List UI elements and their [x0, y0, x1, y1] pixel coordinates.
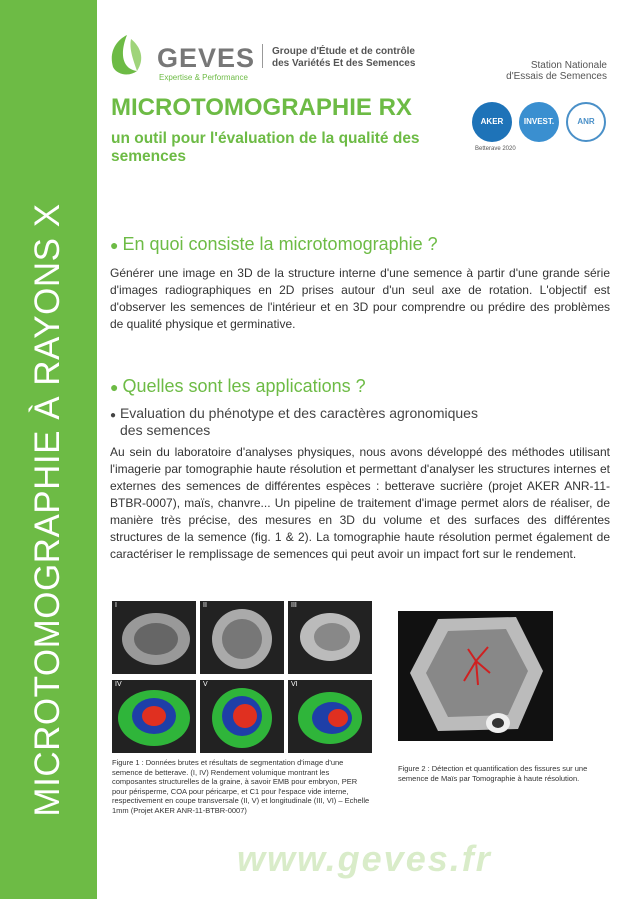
- figure-2-caption: Figure 2 : Détection et quantification des fissures sur une semence de Maïs par Tomographie à haute résolution.: [398, 764, 588, 783]
- page-subtitle: un outil pour l'évaluation de la qualité des semences: [111, 130, 420, 165]
- figure-1-panel: III: [288, 601, 372, 674]
- brand-tagline: Expertise & Performance: [159, 73, 248, 82]
- figure-1-panel: VI: [288, 680, 372, 753]
- section2-body: Au sein du laboratoire d'analyses physiques, nous avons développé des méthodes utilisant l'imagerie par tomographie haute résolution et permettant d'analyser les structures internes et externes des semences de différentes espèces : betterave sucrière (projet AKER ANR-11-BTBR-0007), maïs, chanvre... Un pipeline de traitement d'image permet alors de réaliser, de manière très précise, des mesures en 3D du volume et des surfaces des différentes structures de la semence (fig. 1 & 2). La tomographie haute résolution permet également de caractériser le remplissage de semences qui peut avoir un impact fort sur le rendement.: [110, 445, 610, 561]
- figure-1: [112, 601, 372, 754]
- org-line-2: des Variétés Et des Semences: [272, 58, 416, 69]
- side-bar: [0, 0, 97, 899]
- section2-heading: ● Quelles sont les applications ?: [110, 376, 366, 396]
- section2-subheading: ● Evaluation du phénotype et des caractères agronomiques des semences: [110, 405, 478, 438]
- side-title: MICROTOMOGRAPHIE À RAYONS X: [28, 203, 67, 817]
- figure-1-panel: II: [200, 601, 284, 674]
- investissement-logo-icon: INVEST.: [519, 102, 559, 142]
- bullet-icon: ●: [110, 237, 119, 253]
- brand-name: GEVES: [157, 43, 256, 73]
- figure-1-panel: V: [200, 680, 284, 753]
- betterave-label: Betterave 2020: [475, 146, 516, 152]
- bullet-icon: ●: [110, 410, 117, 421]
- header-divider: [262, 44, 263, 68]
- figure-1-caption: Figure 1 : Données brutes et résultats de segmentation d'image d'une semence de betterave. (I, IV) Rendement volumique montrant les composantes structurelles de la graine, à savoir EMB pour embryon, PER pour périsperme, COA pour péricarpe, et C1 pour l'espace vide interne, respectivement en coupe transversale (II, V) et longitudinale (III, VI) – Echelle 1mm (Projet AKER ANR-11-BTBR-0007): [112, 758, 370, 815]
- org-name: [272, 46, 415, 70]
- figure-1-panel: IV: [112, 680, 196, 753]
- org-line-1: Groupe d'Étude et de contrôle: [272, 46, 415, 57]
- figure-1-panel: I: [112, 601, 196, 674]
- title-banner: [97, 92, 637, 175]
- page-title: MICROTOMOGRAPHIE RX: [111, 94, 412, 121]
- station-line-1: Station Nationale: [530, 60, 607, 71]
- station-name: [506, 60, 607, 82]
- station-line-2: d'Essais de Semences: [506, 71, 607, 82]
- header: [97, 0, 637, 92]
- anr-logo-icon: ANR: [566, 102, 606, 142]
- website-url[interactable]: www.geves.fr: [237, 838, 492, 879]
- aker-logo-icon: AKER: [472, 102, 512, 142]
- section1-heading: ● En quoi consiste la microtomographie ?: [110, 234, 438, 254]
- bullet-icon: ●: [110, 379, 119, 395]
- geves-logo-icon: [107, 33, 147, 77]
- section1-body: Générer une image en 3D de la structure interne d'une semence à partir d'une grande série d'images radiographiques en 2D prises autour d'un seul axe de rotation. L'objectif est d'observer les semences de l'intérieur et en 3D pour comprendre ou prédire des problèmes de qualité physique et germinative.: [110, 266, 610, 331]
- figure-2: [398, 611, 553, 741]
